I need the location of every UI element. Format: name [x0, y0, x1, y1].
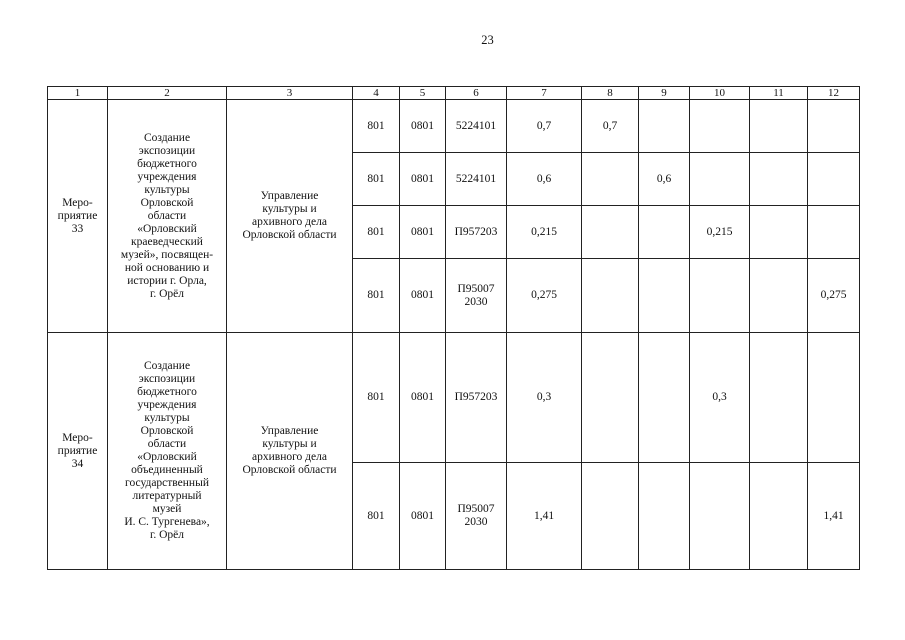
- data-cell: [690, 463, 750, 570]
- data-cell: П957203: [446, 206, 507, 259]
- data-cell: 0,7: [507, 100, 582, 153]
- executor-text: Управление культуры и архивного дела Орловской области: [242, 190, 337, 241]
- column-header: 5: [400, 87, 446, 100]
- data-cell: [690, 153, 750, 206]
- column-header: 9: [639, 87, 690, 100]
- data-cell: 0,275: [507, 259, 582, 333]
- page-number: 23: [481, 33, 494, 47]
- column-header: 7: [507, 87, 582, 100]
- event-label: Меро- приятие 33: [57, 196, 98, 235]
- column-header: 4: [353, 87, 400, 100]
- data-cell: 0801: [400, 333, 446, 463]
- data-cell: П957203: [446, 333, 507, 463]
- column-header: 8: [582, 87, 639, 100]
- data-cell: 0,275: [808, 259, 860, 333]
- executor-text: Управление культуры и архивного дела Орловской области: [242, 425, 337, 476]
- data-cell: 5224101: [446, 153, 507, 206]
- data-cell: [690, 100, 750, 153]
- data-cell: 0,7: [582, 100, 639, 153]
- data-cell: [750, 463, 808, 570]
- event-cell: [48, 100, 108, 333]
- column-header: 3: [227, 87, 353, 100]
- data-cell: 801: [353, 153, 400, 206]
- table-row: [48, 333, 860, 463]
- column-header: 11: [750, 87, 808, 100]
- data-cell: 0,215: [690, 206, 750, 259]
- column-header: 2: [108, 87, 227, 100]
- event-label: Меро- приятие 34: [57, 431, 98, 470]
- data-cell: [639, 333, 690, 463]
- data-cell: [639, 100, 690, 153]
- data-cell: 0,215: [507, 206, 582, 259]
- description-text: Создание экспозиции бюджетного учреждения культуры Орловской области «Орловский краеведческий музей», посвящен- ной основанию и истории г. Орла, г. Орёл: [120, 131, 214, 300]
- data-cell: 0,3: [507, 333, 582, 463]
- column-header: 12: [808, 87, 860, 100]
- executor-cell: [227, 333, 353, 570]
- data-cell: [582, 333, 639, 463]
- data-cell: П95007 2030: [446, 259, 507, 333]
- data-cell: 1,41: [507, 463, 582, 570]
- data-cell: 801: [353, 463, 400, 570]
- data-cell: 0801: [400, 206, 446, 259]
- data-cell: 0,6: [507, 153, 582, 206]
- data-cell: 801: [353, 100, 400, 153]
- column-header: 6: [446, 87, 507, 100]
- data-cell: [582, 259, 639, 333]
- description-cell: [108, 100, 227, 333]
- data-cell: [750, 259, 808, 333]
- data-cell: 801: [353, 333, 400, 463]
- data-cell: 0801: [400, 463, 446, 570]
- budget-table: [47, 86, 860, 570]
- data-cell: [582, 153, 639, 206]
- data-cell: 1,41: [808, 463, 860, 570]
- data-cell: 801: [353, 259, 400, 333]
- data-cell: 0,3: [690, 333, 750, 463]
- data-cell: 5224101: [446, 100, 507, 153]
- data-cell: [750, 100, 808, 153]
- data-cell: 0801: [400, 100, 446, 153]
- data-cell: 0801: [400, 259, 446, 333]
- data-cell: [639, 259, 690, 333]
- data-cell: 0,6: [639, 153, 690, 206]
- table-row: [48, 100, 860, 153]
- data-cell: [639, 463, 690, 570]
- event-cell: [48, 333, 108, 570]
- data-cell: [808, 333, 860, 463]
- data-cell: [582, 206, 639, 259]
- data-cell: 0801: [400, 153, 446, 206]
- data-cell: П95007 2030: [446, 463, 507, 570]
- data-cell: [808, 206, 860, 259]
- column-header: 10: [690, 87, 750, 100]
- executor-cell: [227, 100, 353, 333]
- data-cell: [750, 333, 808, 463]
- data-cell: [582, 463, 639, 570]
- data-cell: [808, 100, 860, 153]
- column-header: 1: [48, 87, 108, 100]
- data-cell: 801: [353, 206, 400, 259]
- data-cell: [750, 153, 808, 206]
- data-cell: [639, 206, 690, 259]
- header-row: [48, 87, 860, 100]
- description-text: Создание экспозиции бюджетного учреждения культуры Орловской области «Орловский объединенный государственный литературный музей И. С. Тургенева», г. Орёл: [124, 360, 210, 541]
- data-cell: [750, 206, 808, 259]
- data-cell: [690, 259, 750, 333]
- description-cell: [108, 333, 227, 570]
- data-cell: [808, 153, 860, 206]
